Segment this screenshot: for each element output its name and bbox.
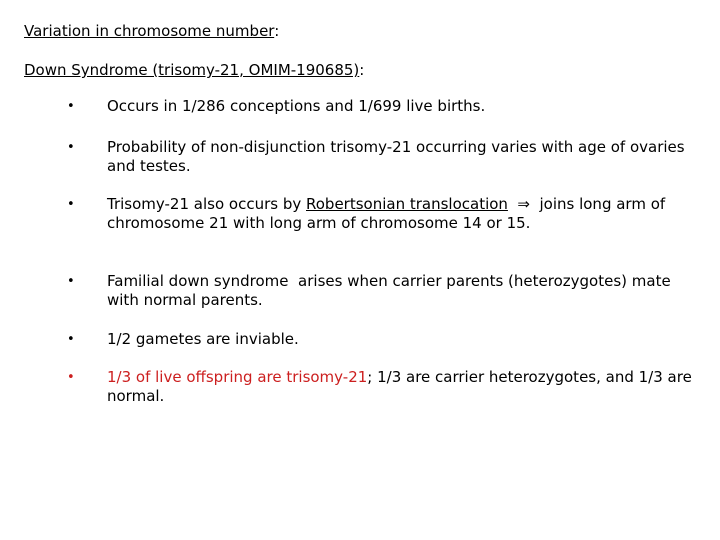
subsection-heading-colon: : (359, 61, 365, 79)
bullet-text: Occurs in 1/286 conceptions and 1/699 live births. (107, 97, 486, 115)
bullet-text-post: joins long arm of chromosome 21 with long arm of chromosome 14 or 15. (107, 195, 666, 232)
bullet-text: Probability of non-disjunction trisomy-21 occurring varies with age of ovaries and testes. (107, 138, 685, 175)
implies-arrow-icon: ⇒ (517, 195, 530, 213)
bullet-text (107, 368, 692, 406)
bullet-dot: • (67, 140, 75, 155)
bullet-text-post: ; 1/3 are carrier heterozygotes, and 1/3 are normal. (107, 368, 692, 405)
bullet-text: 1/2 gametes are inviable. (107, 330, 299, 348)
section-heading-colon: : (274, 22, 280, 40)
bullet-dot: • (67, 99, 75, 114)
bullet-text-pre: Trisomy-21 also occurs by (107, 195, 306, 213)
highlighted-text: 1/3 of live offspring are trisomy-21 (107, 368, 368, 386)
bullet-text: Familial down syndrome arises when carrier parents (heterozygotes) mate with normal parents. (107, 272, 676, 309)
section-heading (24, 22, 279, 41)
bullet-dot: • (67, 197, 75, 212)
subsection-heading (24, 61, 364, 80)
bullet-dot: • (67, 370, 75, 385)
bullet-dot: • (67, 274, 75, 289)
bullet-dot: • (67, 332, 75, 347)
section-heading-text: Variation in chromosome number (24, 22, 275, 40)
bullet-text (107, 195, 692, 233)
subsection-heading-text: Down Syndrome (trisomy-21, OMIM-190685) (24, 61, 360, 79)
robertsonian-translocation-link[interactable]: Robertsonian translocation (306, 195, 508, 213)
